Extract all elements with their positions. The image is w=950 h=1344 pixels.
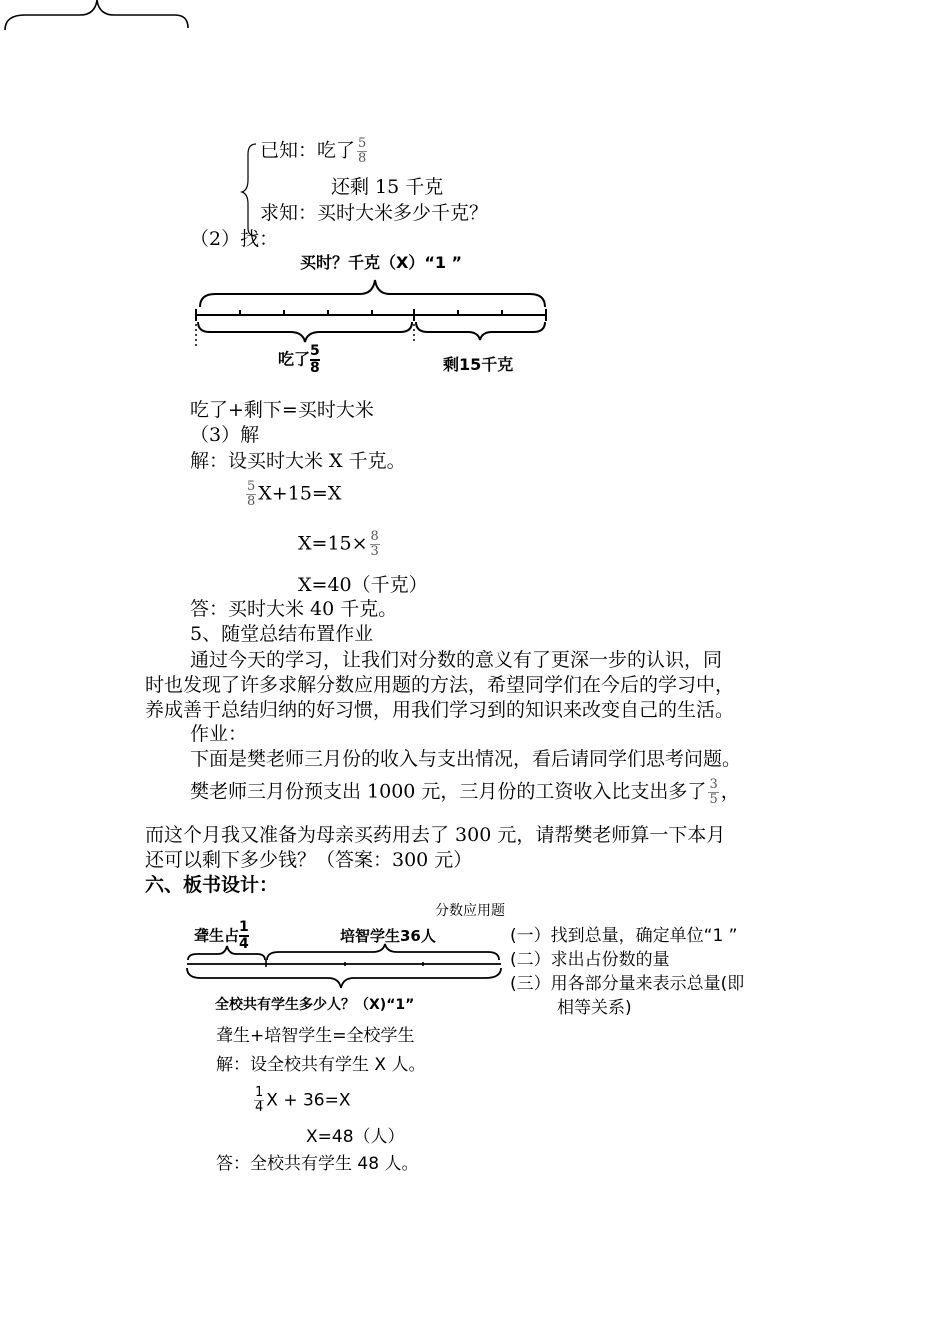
board-answer: 答：全校共有学生 48 人。 bbox=[216, 1154, 419, 1174]
summary-line-3: 养成善于总结归纳的好习惯，用我们学习到的知识来改变自己的生活。 bbox=[145, 699, 735, 721]
homework-label: 作业： bbox=[190, 723, 248, 745]
find-step: （2）找： bbox=[190, 228, 279, 250]
board-point-1: (一）找到总量，确定单位“1 ” bbox=[510, 926, 738, 946]
summary-line-2: 时也发现了许多求解分数应用题的方法，希望同学们在今后的学习中， bbox=[145, 674, 735, 696]
diagram1-right-label: 剩15千克 bbox=[443, 355, 514, 374]
board-point-3: (三）用各部分量来表示总量(即 bbox=[510, 974, 745, 994]
homework-question-2: 而这个月我又准备为母亲买药用去了 300 元，请帮樊老师算一下本月 bbox=[145, 824, 726, 846]
answer-1: 答：买时大米 40 千克。 bbox=[190, 598, 398, 620]
summary-title: 5、随堂总结布置作业 bbox=[190, 623, 374, 645]
diagram1-top-label: 买时？千克（X）“1 ” bbox=[300, 253, 463, 272]
known-label: 已知：吃了 bbox=[260, 139, 356, 162]
homework-question-1: 樊老师三月份预支出 1000 元，三月份的工资收入比支出多了 $\frac{3}{5}$ ， bbox=[190, 777, 740, 807]
board-line-segment bbox=[183, 940, 508, 992]
equation-2-fraction: $\frac{8}{3}$ bbox=[370, 529, 379, 559]
board-mid-label: 培智学生36人 bbox=[340, 927, 436, 945]
known-line bbox=[260, 137, 369, 166]
board-equation-2: X=48（人） bbox=[306, 1127, 405, 1147]
board-bottom-label: 全校共有学生多少人？（X)“1” bbox=[215, 997, 415, 1013]
board-point-2: (二）求出占份数的量 bbox=[510, 950, 670, 970]
remain-line: 还剩 15 千克 bbox=[331, 176, 444, 198]
diagram1-left-fraction: $\frac{5}{8}$ bbox=[310, 343, 320, 376]
equation-1-fraction: $\frac{5}{8}$ bbox=[247, 479, 256, 509]
board-relation: 聋生+培智学生=全校学生 bbox=[216, 1026, 415, 1046]
homework-intro: 下面是樊老师三月份的收入与支出情况，看后请同学们思考问题。 bbox=[190, 748, 742, 770]
diagram1-left-label: 吃了 $\frac{5}{8}$ bbox=[278, 343, 320, 376]
diagram1-line-segment bbox=[185, 272, 555, 352]
known-brace bbox=[238, 140, 260, 240]
known-fraction: $\frac{5}{8}$ bbox=[358, 136, 367, 166]
equation-1: $\frac{5}{8}$ X+15=X bbox=[247, 479, 342, 509]
solve-step: （3）解 bbox=[190, 424, 260, 446]
ask-line: 求知：买时大米多少千克？ bbox=[260, 202, 489, 224]
homework-question-3: 还可以剩下多少钱？（答案：300 元） bbox=[145, 849, 473, 871]
relation-line: 吃了+剩下=买时大米 bbox=[190, 399, 374, 421]
summary-line-1: 通过今天的学习，让我们对分数的意义有了更深一步的认识，同 bbox=[190, 649, 723, 671]
let-line: 解：设买时大米 X 千克。 bbox=[190, 450, 406, 472]
board-equation-1-fraction: $\frac{1}{4}$ bbox=[255, 1085, 264, 1115]
board-point-3-cont: 相等关系) bbox=[557, 998, 632, 1018]
board-equation-1: $\frac{1}{4}$ X + 36=X bbox=[255, 1085, 351, 1115]
board-title: 分数应用题 bbox=[435, 903, 505, 919]
board-left-fraction: $\frac{1}{4}$ bbox=[239, 919, 249, 952]
homework-fraction: $\frac{3}{5}$ bbox=[709, 777, 718, 807]
section-6-heading: 六、板书设计： bbox=[145, 874, 279, 896]
top-brace-fragment bbox=[0, 0, 200, 32]
board-let-line: 解：设全校共有学生 X 人。 bbox=[216, 1055, 426, 1075]
board-left-label: 聋生占 $\frac{1}{4}$ bbox=[194, 919, 249, 952]
equation-3: X=40（千克） bbox=[298, 574, 428, 596]
equation-2: X=15× $\frac{8}{3}$ bbox=[298, 529, 379, 559]
